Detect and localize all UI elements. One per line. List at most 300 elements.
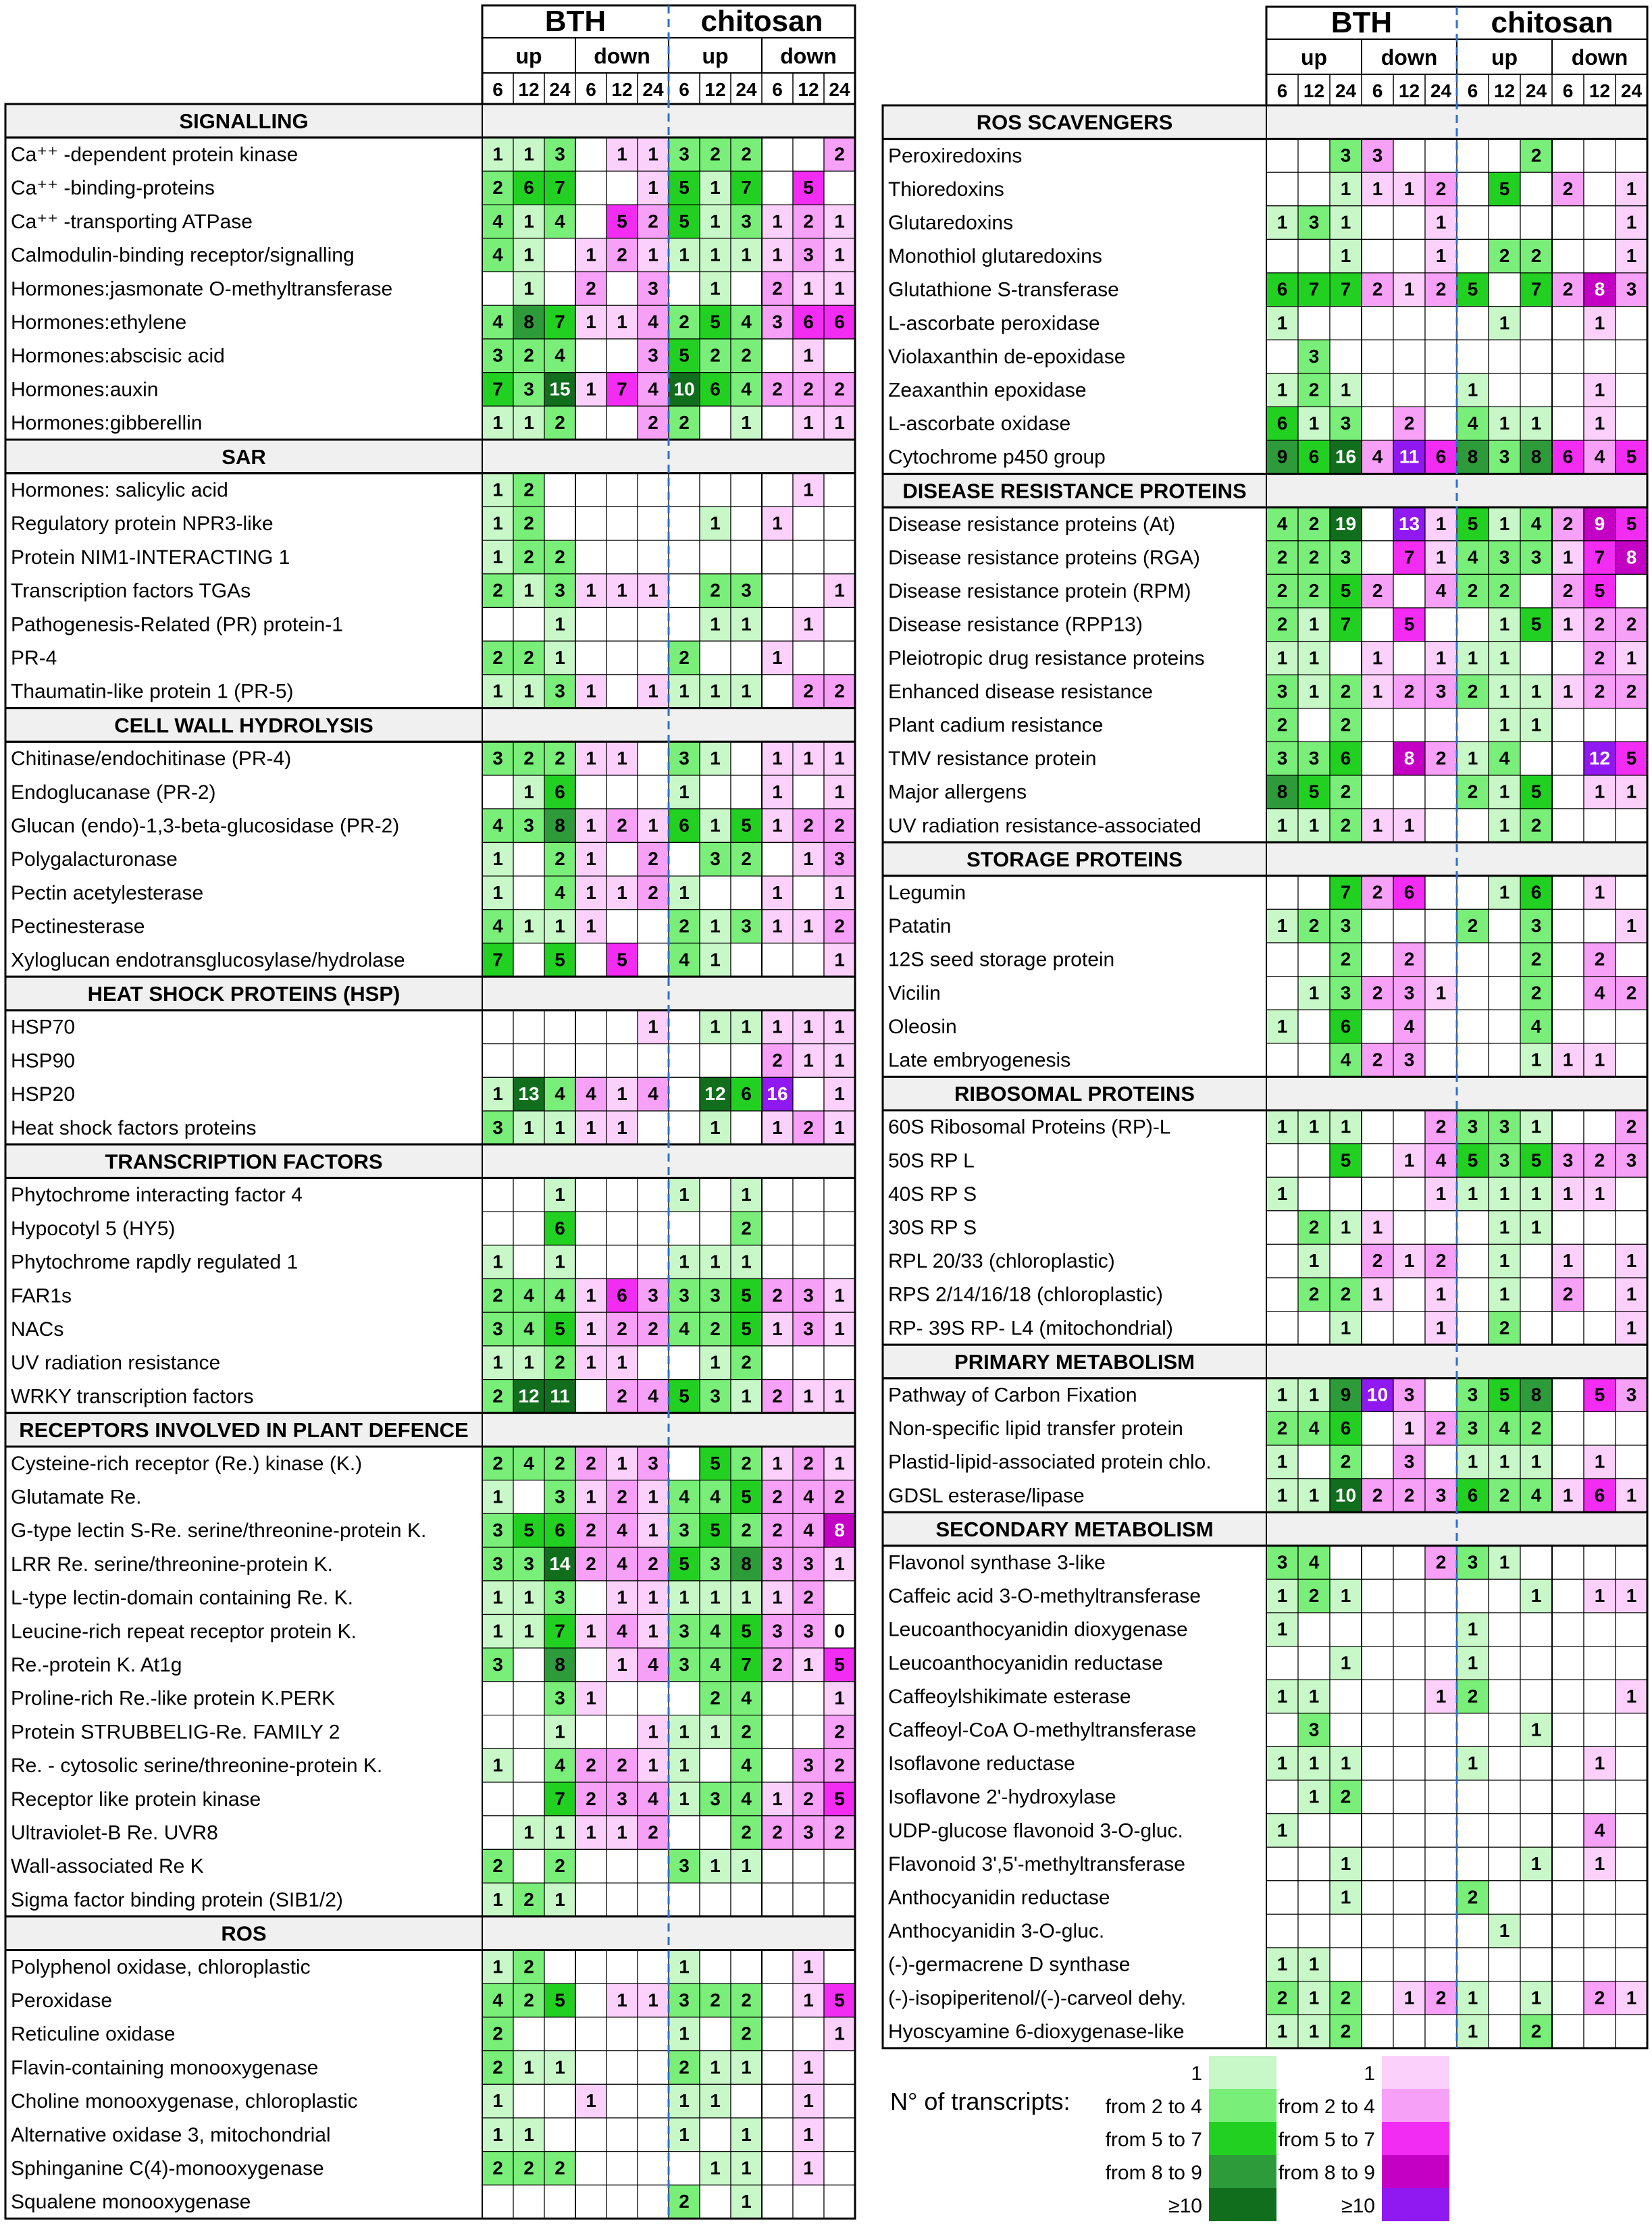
cell-value: 1 [803,1989,814,2011]
heatmap-cell [762,608,793,642]
cell-value: 6 [554,1217,565,1239]
heatmap-cell [638,1212,669,1245]
cell-value: 1 [586,244,596,265]
heatmap-cell [513,1782,544,1816]
cell-value: 1 [1467,1987,1478,2008]
section-title: SAR [222,444,266,469]
row-label: WRKY transcription factors [11,1385,254,1408]
cell-value: 1 [1626,245,1637,267]
cell-value: 1 [772,748,783,769]
heatmap-cell [1520,1312,1552,1345]
cell-value: 5 [679,1553,690,1574]
row-label: Glutamate Re. [11,1486,142,1509]
heatmap-cell [1584,1948,1616,1981]
row-label: Hormones:abscisic acid [11,344,225,367]
cell-value: 2 [1372,1250,1383,1272]
cell-value: 2 [523,748,534,769]
cell-value: 1 [586,2090,596,2112]
heatmap-cell [1266,1713,1298,1747]
heatmap-cell [1489,909,1520,943]
cell-value: 2 [803,1788,814,1809]
cell-value: 5 [834,1989,845,2011]
row-label: Cytochrome p450 group [888,446,1106,469]
cell-value: 3 [803,1318,814,1339]
heatmap-cell [482,1782,513,1816]
cell-value: 1 [1308,647,1320,669]
heatmap-cell [762,1950,793,1984]
heatmap-cell [669,842,700,876]
cell-value: 3 [648,1452,659,1474]
heatmap-cell [544,473,575,507]
table-row [11,742,855,775]
right-panel [883,6,1647,2048]
table-row [11,2152,855,2185]
cell-value: 2 [741,1351,752,1373]
heatmap-cell [1616,1780,1647,1814]
row-label: UV radiation resistance-associated [888,814,1202,837]
cell-value: 3 [803,1821,814,1843]
cell-value: 1 [523,210,534,232]
heatmap-cell [1457,1043,1489,1077]
cell-value: 5 [679,210,690,232]
cell-value: 10 [1335,1484,1357,1506]
heatmap-cell [1362,775,1393,809]
cell-value: 1 [1435,1183,1447,1204]
heatmap-cell [1457,1010,1489,1043]
heatmap-cell [1489,206,1520,240]
heatmap-cell [1584,1914,1616,1948]
cell-value: 2 [679,646,690,668]
cell-value: 2 [1499,580,1510,602]
cell-value: 1 [617,579,627,601]
cell-value: 1 [741,412,752,434]
heatmap-cell [1457,1211,1489,1245]
heatmap-cell [1298,1646,1330,1680]
cell-value: 4 [1276,513,1288,534]
cell-value: 5 [1308,781,1320,802]
cell-value: 4 [741,378,752,400]
cell-value: 1 [1626,781,1637,802]
heatmap-cell [1266,1278,1298,1312]
cell-value: 1 [1562,546,1574,568]
time-label: 24 [1525,80,1547,101]
heatmap-cell [638,641,669,675]
heatmap-cell [762,1748,793,1782]
heatmap-cell [1489,977,1520,1010]
heatmap-cell [1425,1579,1457,1613]
cell-value: 1 [1276,312,1288,334]
heatmap-cell [1298,1043,1330,1077]
cell-value: 1 [523,1586,534,1608]
heatmap-cell [575,2017,606,2051]
cell-value: 10 [673,378,695,400]
heatmap-cell [824,540,855,574]
row-label: Flavonoid 3',5'-methyltransferase [888,1852,1185,1875]
heatmap-cell [824,2051,855,2085]
table-row [888,977,1647,1010]
cell-value: 1 [617,1083,627,1105]
heatmap-cell [1552,2015,1584,2048]
row-label: Hormones: salicylic acid [11,479,228,502]
heatmap-cell [1520,373,1552,407]
heatmap-cell [1425,1847,1457,1881]
heatmap-cell [731,540,762,574]
cell-value: 6 [1467,1484,1478,1506]
cell-value: 2 [1372,278,1383,300]
heatmap-cell [824,2185,855,2219]
row-label: Pathway of Carbon Fixation [888,1384,1137,1407]
row-label: HSP20 [11,1083,76,1106]
cell-value: 3 [492,1116,503,1138]
cell-value: 3 [523,378,534,400]
heatmap-cell [513,1849,544,1883]
cell-value: 1 [1499,1451,1510,1472]
cell-value: 1 [710,949,721,970]
table-row [888,1411,1647,1445]
heatmap-cell [1298,239,1330,273]
row-label: Glutaredoxins [888,211,1014,234]
heatmap-cell [762,138,793,172]
cell-value: 1 [648,579,659,601]
cell-value: 2 [1340,680,1351,702]
cell-value: 1 [710,1251,721,1272]
heatmap-cell [1425,809,1457,843]
cell-value: 6 [1435,446,1447,467]
direction-label: up [1300,45,1328,70]
heatmap-cell [1393,239,1425,273]
heatmap-cell [1489,1981,1520,2015]
cell-value: 2 [1276,613,1288,635]
heatmap-cell [1425,1914,1457,1948]
cell-value: 2 [1340,1987,1351,2008]
heatmap-cell [638,473,669,507]
heatmap-cell [762,1883,793,1917]
heatmap-cell [762,1849,793,1883]
row-label: L-type lectin-domain containing Re. K. [11,1586,353,1609]
legend-label: from 5 to 7 [1278,2129,1375,2151]
cell-value: 2 [834,915,845,937]
heatmap-cell [1393,1110,1425,1144]
time-label: 24 [1620,80,1643,101]
time-label: 12 [798,79,819,100]
heatmap-cell [606,1849,638,1883]
heatmap-cell [1616,340,1647,373]
cell-value: 5 [554,1989,565,2011]
table-row [11,775,855,809]
heatmap-cell [1457,1780,1489,1814]
heatmap-cell [513,1715,544,1749]
direction-label: down [780,44,837,68]
heatmap-cell [1584,1411,1616,1445]
heatmap-cell [1425,876,1457,910]
heatmap-cell [1616,574,1647,608]
cell-value: 2 [772,1486,783,1507]
cell-value: 1 [1626,211,1637,233]
cell-value: 5 [710,1452,721,1474]
row-label: Polyphenol oxidase, chloroplastic [11,1956,311,1979]
table-row [888,1177,1647,1211]
heatmap-cell [1489,273,1520,307]
table-row [11,1312,855,1346]
row-label: Leucoanthocyanidin dioxygenase [888,1618,1188,1641]
heatmap-cell [1425,373,1457,407]
row-label: (-)-germacrene D synthase [888,1953,1131,1976]
cell-value: 4 [523,1285,534,1306]
section-title: RIBOSOMAL PROTEINS [954,1082,1195,1106]
section-title: DISEASE RESISTANCE PROTEINS [902,479,1247,503]
heatmap-cell [1266,139,1298,173]
table-row [11,305,855,339]
cell-value: 2 [554,1351,565,1373]
cell-value: 1 [1308,1116,1320,1137]
cell-value: 1 [803,278,814,299]
heatmap-cell [762,574,793,608]
heatmap-cell [1552,307,1584,340]
heatmap-cell [731,2084,762,2118]
heatmap-cell [824,507,855,540]
cell-value: 3 [1562,1149,1574,1171]
heatmap-cell [731,876,762,910]
heatmap-cell [1584,809,1616,843]
cell-value: 2 [1499,1484,1510,1506]
cell-value: 2 [1403,948,1415,970]
cell-value: 6 [803,311,814,332]
heatmap-cell [638,2017,669,2051]
cell-value: 5 [710,1520,721,1541]
cell-value: 2 [1594,613,1605,635]
cell-value: 7 [492,949,503,970]
cell-value: 1 [523,2056,534,2078]
cell-value: 2 [1530,145,1542,166]
cell-value: 8 [741,1553,752,1574]
heatmap-cell [575,339,606,373]
heatmap-cell [1362,1312,1393,1345]
heatmap-cell [762,339,793,373]
table-row [11,1883,855,1917]
section [883,105,1647,474]
direction-label: up [515,44,542,68]
cell-value: 2 [492,1285,503,1306]
heatmap-cell [700,540,731,574]
heatmap-cell [1393,1646,1425,1680]
cell-value: 3 [1276,680,1288,702]
cell-value: 4 [679,1318,690,1339]
cell-value: 1 [492,143,503,165]
heatmap-cell [1298,1010,1330,1043]
cell-value: 1 [1276,2020,1288,2042]
cell-value: 2 [741,344,752,366]
cell-value: 1 [1594,1183,1605,1204]
cell-value: 2 [1340,2020,1351,2042]
cell-value: 3 [554,1687,565,1709]
cell-value: 5 [1403,613,1415,635]
table-row [888,139,1647,173]
cell-value: 1 [803,344,814,366]
heatmap-cell [1330,1244,1362,1278]
cell-value: 3 [1530,915,1542,937]
heatmap-cell [544,272,575,306]
row-label: Disease resistance protein (RPM) [888,580,1191,603]
heatmap-cell [762,473,793,507]
heatmap-cell [1425,2015,1457,2048]
cell-value: 1 [492,1351,503,1373]
cell-value: 2 [741,1520,752,1541]
heatmap-cell [544,1044,575,1078]
heatmap-cell [1393,1780,1425,1814]
row-label: 60S Ribosomal Proteins (RP)-L [888,1116,1171,1139]
heatmap-cell [793,641,824,675]
heatmap-cell [544,1950,575,1984]
cell-value: 1 [1308,1484,1320,1506]
cell-value: 2 [803,680,814,702]
cell-value: 1 [1626,178,1637,199]
cell-value: 1 [772,1788,783,1809]
cell-value: 5 [803,177,814,199]
row-label: Disease resistance (RPP13) [888,613,1143,636]
heatmap-cell [1393,1713,1425,1747]
treatment-label: chitosan [1491,6,1614,39]
row-label: Thioredoxins [888,178,1004,201]
heatmap-cell [824,2152,855,2185]
cell-value: 2 [648,412,659,434]
cell-value: 2 [803,1586,814,1608]
cell-value: 4 [741,1755,752,1776]
heatmap-cell [513,2084,544,2118]
cell-value: 2 [834,1821,845,1843]
heatmap-cell [793,876,824,910]
heatmap-cell [1266,340,1298,373]
row-label: Re.-protein K. At1g [11,1653,182,1676]
heatmap-cell [731,742,762,775]
legend-label: from 2 to 4 [1278,2096,1375,2118]
cell-value: 1 [772,210,783,232]
heatmap-cell [482,775,513,809]
cell-value: 5 [1626,748,1637,769]
heatmap-cell [1362,1847,1393,1881]
heatmap-cell [793,138,824,172]
cell-value: 1 [1626,1484,1637,1506]
cell-value: 2 [492,2056,503,2078]
time-label: 6 [1562,80,1574,101]
heatmap-cell [638,1044,669,1078]
heatmap-cell [1489,1613,1520,1646]
cell-value: 7 [741,177,752,199]
section-title: ROS [221,1921,267,1946]
heatmap-cell [638,1178,669,1212]
cell-value: 1 [523,2123,534,2145]
cell-value: 5 [617,210,627,232]
cell-value: 1 [1308,2020,1320,2042]
heatmap-cell [762,1178,793,1212]
heatmap-cell [793,2017,824,2051]
cell-value: 6 [1562,446,1574,467]
cell-value: 5 [523,1520,534,1541]
heatmap-cell [544,1010,575,1044]
cell-value: 1 [803,1049,814,1071]
heatmap-cell [638,2185,669,2219]
heatmap-cell [669,1044,700,1078]
table-row [888,2015,1647,2048]
heatmap-cell [1489,2015,1520,2048]
heatmap-cell [1520,340,1552,373]
cell-value: 2 [772,1520,783,1541]
cell-value: 2 [1467,1685,1478,1707]
cell-value: 2 [679,2056,690,2078]
cell-value: 1 [803,2157,814,2179]
heatmap-cell [1584,1312,1616,1345]
cell-value: 7 [1340,881,1351,903]
heatmap-cell [1393,909,1425,943]
heatmap-cell [824,1581,855,1615]
cell-value: 1 [492,1956,503,1977]
table-row [11,2118,855,2152]
heatmap-cell [1616,1445,1647,1479]
cell-value: 7 [554,1788,565,1809]
cell-value: 1 [554,1184,565,1205]
cell-value: 1 [1340,1753,1351,1774]
heatmap-cell [1298,1177,1330,1211]
cell-value: 1 [741,1016,752,1037]
heatmap-cell [482,1715,513,1749]
cell-value: 1 [679,1956,690,1977]
cell-value: 2 [1626,982,1637,1004]
cell-value: 2 [710,1687,721,1709]
heatmap-cell [1393,1546,1425,1580]
cell-value: 1 [1276,1685,1288,1707]
heatmap-cell [1616,1847,1647,1881]
section [883,474,1647,843]
heatmap-cell [1298,1613,1330,1646]
heatmap-cell [638,2084,669,2118]
row-label: (-)-isopiperitenol/(-)-carveol dehy. [888,1987,1187,2010]
cell-value: 1 [834,1385,845,1407]
heatmap-cell [1489,340,1520,373]
heatmap-cell [1616,1914,1647,1948]
time-label: 12 [1589,80,1611,101]
cell-value: 2 [554,2157,565,2179]
heatmap-cell [1552,1746,1584,1780]
cell-value: 2 [1308,1283,1320,1305]
cell-value: 1 [586,1687,596,1709]
heatmap-cell [1457,708,1489,742]
row-label: Reticuline oxidase [11,2023,176,2046]
cell-value: 1 [803,1385,814,1407]
cell-value: 5 [679,177,690,199]
cell-value: 1 [492,412,503,434]
cell-value: 1 [1276,1384,1288,1405]
cell-value: 1 [710,244,721,265]
heatmap-cell [1552,977,1584,1010]
legend-swatch [1382,2155,1449,2188]
heatmap-cell [606,1883,638,1917]
cell-value: 1 [586,881,596,903]
table-row [11,373,855,407]
cell-value: 2 [617,1486,627,1507]
heatmap-cell [606,2152,638,2185]
heatmap-cell [1425,1211,1457,1245]
cell-value: 8 [523,311,534,332]
heatmap-cell [824,473,855,507]
cell-value: 4 [523,1452,534,1474]
table-row [11,1346,855,1380]
cell-value: 2 [834,1486,845,1507]
heatmap-cell [669,540,700,574]
cell-value: 1 [523,680,534,702]
heatmap-cell [669,574,700,608]
cell-value: 4 [1499,1418,1510,1439]
heatmap-cell [1520,172,1552,206]
cell-value: 1 [617,1821,627,1843]
